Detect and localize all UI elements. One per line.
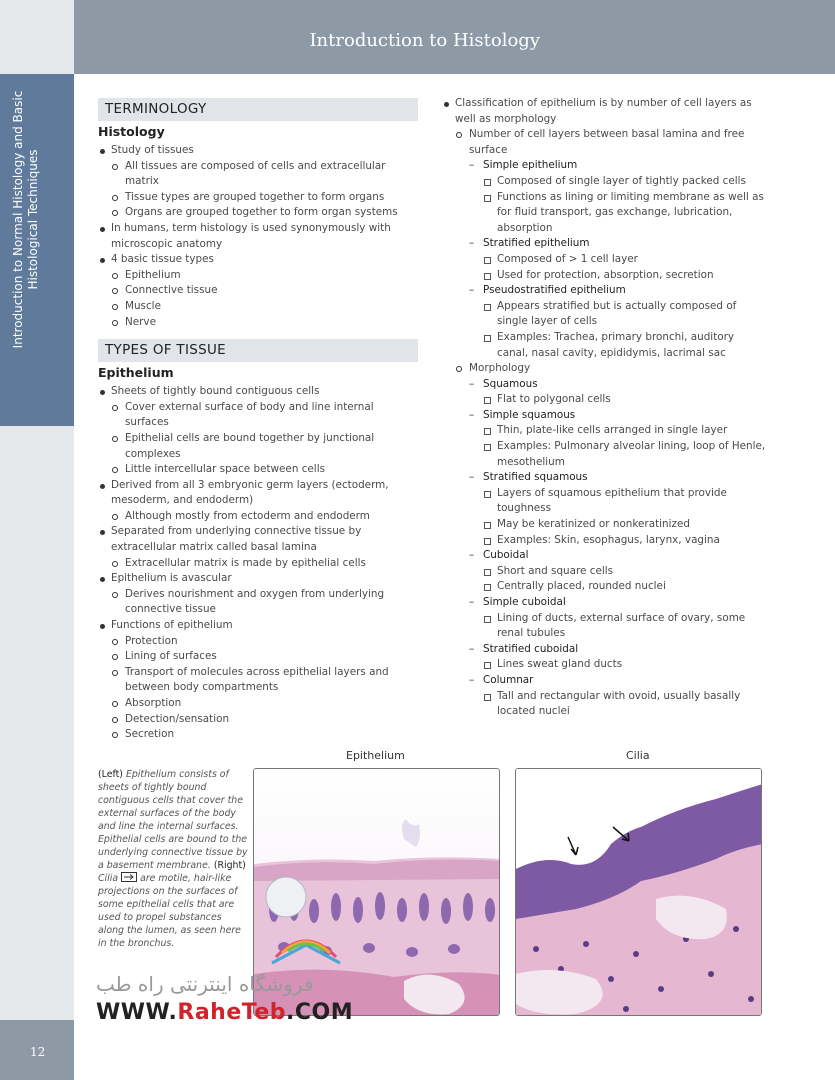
list-item: – Simple squamous Thin, plate-like cells arranged in single layer Examples: Pulmonary alveolar lining, loop of Henle, mesothelium [469, 408, 767, 470]
list-item: Absorption [111, 696, 418, 712]
list-item: Lines sweat gland ducts [483, 657, 767, 673]
page-number: 12 [30, 1045, 46, 1059]
list-item: Protection [111, 634, 418, 650]
list-item: Used for protection, absorption, secretion [483, 268, 767, 284]
list-item: 4 basic tissue types Epithelium Connective tissue Muscle Nerve [98, 252, 418, 330]
left-column [98, 98, 418, 743]
list-item: Sheets of tightly bound contiguous cells Cover external surface of body and line internal surfaces Epithelial cells are bound together by junctional complexes Little intercellular space between cells [98, 384, 418, 478]
figure-label-epithelium: Epithelium [346, 749, 405, 762]
list-item: Composed of > 1 cell layer [483, 252, 767, 268]
list-item: Extracellular matrix is made by epithelial cells [111, 556, 418, 572]
watermark-logo [262, 925, 350, 965]
list-item: Derives nourishment and oxygen from underlying connective tissue [111, 587, 418, 618]
list-item: Examples: Pulmonary alveolar lining, loop of Henle, mesothelium [483, 439, 767, 470]
list-item: – Pseudostratified epithelium Appears stratified but is actually composed of single layer of cells Examples: Trachea, primary bronchi, auditory canal, nasal cavity, epididymis, lacrimal sac [469, 283, 767, 361]
list-item: Composed of single layer of tightly packed cells [483, 174, 767, 190]
arrow-symbol-icon [121, 872, 137, 882]
list-item: Layers of squamous epithelium that provide toughness [483, 486, 767, 517]
figure-caption: (Left) Epithelium consists of sheets of tightly bound contiguous cells that cover the external surfaces of the body and line the internal surfaces. Epithelial cells are bound to the underlying connective tissue by a basement membrane. (Right) Cilia are motile, hair-like projections on the surfaces of some epithelial cells that are used to propel substances along the lumen, as seen here in the bronchus. [98, 769, 248, 949]
right-column [442, 96, 767, 720]
list-item: Detection/sensation [111, 712, 418, 728]
list-item: Study of tissues All tissues are composed of cells and extracellular matrix Tissue types are grouped together to form organs Organs are grouped together to form organ systems [98, 143, 418, 221]
list-item: Derived from all 3 embryonic germ layers (ectoderm, mesoderm, and endoderm) Although mostly from ectoderm and endoderm [98, 478, 418, 525]
list-item: Functions of epithelium Protection Lining of surfaces Transport of molecules across epithelial layers and between body compartments Absorption Detection/sensation Secretion [98, 618, 418, 743]
list-item: – Stratified epithelium Composed of > 1 cell layer Used for protection, absorption, secretion [469, 236, 767, 283]
list-item: Thin, plate-like cells arranged in single layer [483, 423, 767, 439]
list-item: Number of cell layers between basal lamina and free surface – Simple epithelium Composed of single layer of tightly packed cells Functions as lining or limiting membrane as well as for fluid transport, gas exchange, lubrication, absorption – Stratified epithelium Composed of > 1 cell layer Used for protection, absorption, secretion – Pseudostratified epithelium Appears stratified but is actually composed of single layer of cells Examples: Trachea, primary bronchi, auditory canal, nasal cavity, epididymis, lacrimal sac [455, 127, 767, 361]
subheading-histology: Histology [98, 124, 165, 139]
list-item: In humans, term histology is used synonymously with microscopic anatomy [98, 221, 418, 252]
list-item: Centrally placed, rounded nuclei [483, 579, 767, 595]
list-item: Tissue types are grouped together to form organs [111, 190, 418, 206]
list-item: Appears stratified but is actually composed of single layer of cells [483, 299, 767, 330]
list-item: Flat to polygonal cells [483, 392, 767, 408]
page-title: Introduction to Histology [309, 30, 540, 51]
histology-list [98, 143, 418, 330]
watermark-url: WWW.RaheTeb.COM [96, 1000, 354, 1025]
sidebar-top [0, 0, 74, 74]
list-item: – Stratified squamous Layers of squamous epithelium that provide toughness May be keratinized or nonkeratinized Examples: Skin, esophagus, larynx, vagina [469, 470, 767, 548]
list-item: Morphology – Squamous Flat to polygonal cells – Simple squamous Thin, plate-like cells arranged in single layer Examples: Pulmonary alveolar lining, loop of Henle, mesothelium – Stratified squamous Layers of squamous epithelium that provide toughness May be keratinized or nonkeratinized Examples: Skin, esophagus, larynx, vagina – Cuboidal Short and square cells Centrally placed, rounded nuclei – Simple cuboidal Lining of ducts, external surface of ovary, some renal tubules – Stratified cuboidal Lines sweat gland ducts – Columnar Tall and rectangular with ovoid, usually basally located nuclei [455, 361, 767, 720]
list-item: Epithelium [111, 268, 418, 284]
list-item: – Simple epithelium Composed of single layer of tightly packed cells Functions as lining or limiting membrane as well as for fluid transport, gas exchange, lubrication, absorption [469, 158, 767, 236]
list-item: Secretion [111, 727, 418, 743]
chapter-tab-label [11, 87, 41, 352]
section-heading-terminology: TERMINOLOGY [98, 98, 418, 121]
sidebar-strip [0, 426, 74, 1020]
list-item: Functions as lining or limiting membrane as well as for fluid transport, gas exchange, lubrication, absorption [483, 190, 767, 237]
list-item: Organs are grouped together to form organ systems [111, 205, 418, 221]
chapter-tab-line-2: Histological Techniques [26, 149, 40, 290]
watermark-persian-text: فروشگاه اینترنتی راه طب [96, 972, 314, 996]
list-item: Transport of molecules across epithelial layers and between body compartments [111, 665, 418, 696]
subheading-epithelium: Epithelium [98, 365, 174, 381]
list-item: Tall and rectangular with ovoid, usually basally located nuclei [483, 689, 767, 720]
list-item: Lining of surfaces [111, 649, 418, 665]
cilia-micrograph [515, 768, 762, 1016]
list-item: Classification of epithelium is by number of cell layers as well as morphology Number of cell layers between basal lamina and free surface – Simple epithelium Composed of single layer of tightly packed cells Functions as lining or limiting membrane as well as for fluid transport, gas exchange, lubrication, absorption – Stratified epithelium Composed of > 1 cell layer Used for protection, absorption, secretion – Pseudostratified epithelium Appears stratified but is actually composed of single layer of cells Examples: Trachea, primary bronchi, auditory canal, nasal cavity, epididymis, lacrimal sac Morphology – Squamous Flat to polygonal cells – Simple squamous Thin, plate-like cells arranged in single layer Examples: Pulmonary alveolar lining, loop of Henle, mesothelium – Stratified squamous Layers of squamous epithelium that provide toughness May be keratinized or nonkeratinized Examples: Skin, esophagus, larynx, vagina – Cuboidal Short and square cells Centrally placed, rounded nuclei – Simple cuboidal Lining of ducts, external surface of ovary, some renal tubules – Stratified cuboidal Lines sweat gland ducts – Columnar Tall and rectangular with ovoid, usually basally located nuclei [442, 96, 767, 720]
list-item: Cover external surface of body and line internal surfaces [111, 400, 418, 431]
list-item: – Squamous Flat to polygonal cells [469, 377, 767, 408]
list-item: Lining of ducts, external surface of ovary, some renal tubules [483, 611, 767, 642]
list-item: – Simple cuboidal Lining of ducts, external surface of ovary, some renal tubules [469, 595, 767, 642]
list-item: Examples: Trachea, primary bronchi, auditory canal, nasal cavity, epididymis, lacrimal sac [483, 330, 767, 361]
page-header [0, 0, 835, 74]
list-item: Examples: Skin, esophagus, larynx, vagina [483, 533, 767, 549]
list-item: Short and square cells [483, 564, 767, 580]
list-item: Although mostly from ectoderm and endoderm [111, 509, 418, 525]
chapter-tab-line-1: Introduction to Normal Histology and Basic [11, 90, 25, 349]
list-item: Epithelial cells are bound together by junctional complexes [111, 431, 418, 462]
list-item: Little intercellular space between cells [111, 462, 418, 478]
list-item: Nerve [111, 315, 418, 331]
list-item: Epithelium is avascular Derives nourishment and oxygen from underlying connective tissue [98, 571, 418, 618]
list-item: – Columnar Tall and rectangular with ovoid, usually basally located nuclei [469, 673, 767, 720]
epithelium-list [98, 384, 418, 743]
list-item: Connective tissue [111, 283, 418, 299]
list-item: All tissues are composed of cells and extracellular matrix [111, 159, 418, 190]
list-item: – Cuboidal Short and square cells Centrally placed, rounded nuclei [469, 548, 767, 595]
list-item: May be keratinized or nonkeratinized [483, 517, 767, 533]
list-item: Separated from underlying connective tissue by extracellular matrix called basal lamina Extracellular matrix is made by epithelial cells [98, 524, 418, 571]
list-item: – Stratified cuboidal Lines sweat gland ducts [469, 642, 767, 673]
figure-label-cilia: Cilia [626, 749, 650, 762]
section-heading-types: TYPES OF TISSUE [98, 339, 418, 362]
list-item: Muscle [111, 299, 418, 315]
